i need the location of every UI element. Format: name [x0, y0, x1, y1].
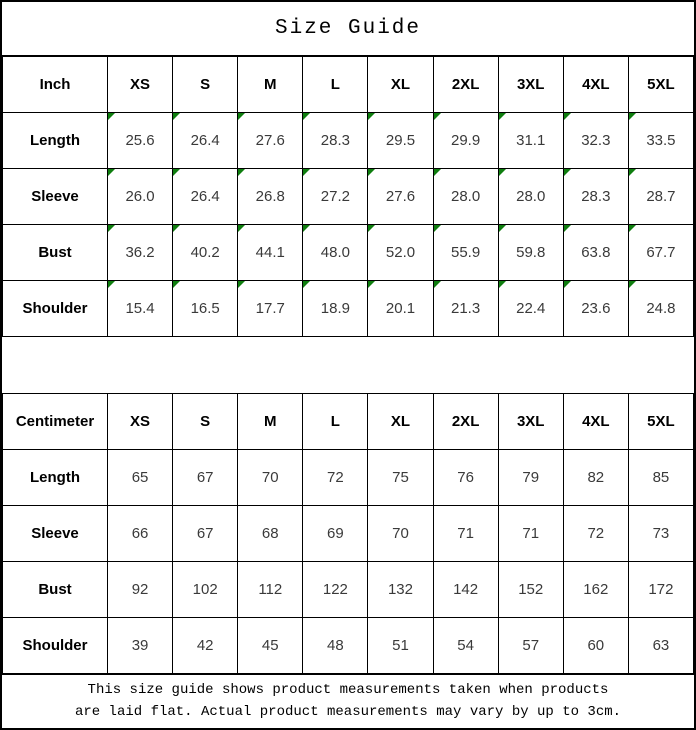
measurement-value-cell: [303, 225, 368, 281]
measurement-value: 39: [131, 637, 149, 654]
measurement-value-cell: [303, 450, 368, 506]
measurement-value: 68: [261, 525, 279, 542]
measurement-value: 132: [387, 581, 413, 598]
measurement-value-cell: [238, 450, 303, 506]
size-column-header: L: [303, 394, 368, 450]
measurement-value-cell: [238, 225, 303, 281]
measurement-value: 45: [261, 637, 279, 654]
cell-corner-marker-icon: [238, 281, 245, 288]
measurement-value-cell: [563, 113, 628, 169]
size-column-header: 2XL: [433, 394, 498, 450]
table-row: [3, 169, 694, 225]
measurement-value: 44.1: [255, 244, 285, 261]
table-row: [3, 225, 694, 281]
measurement-value-cell: [108, 506, 173, 562]
measurement-row-label: Bust: [3, 225, 108, 281]
measurement-value-cell: [303, 113, 368, 169]
measurement-value: 22.4: [516, 300, 546, 317]
measurement-value: 15.4: [125, 300, 155, 317]
measurement-value: 102: [192, 581, 218, 598]
cell-corner-marker-icon: [238, 169, 245, 176]
size-column-header: 3XL: [498, 57, 563, 113]
measurement-value-cell: [108, 450, 173, 506]
measurement-value-cell: [368, 562, 433, 618]
measurement-row-label: Sleeve: [3, 506, 108, 562]
measurement-value: 23.6: [581, 300, 611, 317]
unit-header-cell: Inch: [3, 57, 108, 113]
measurement-value: 26.0: [125, 188, 155, 205]
measurement-value-cell: [303, 506, 368, 562]
measurement-value: 71: [457, 525, 474, 542]
inch-size-table: [2, 56, 694, 337]
measurement-value-cell: [173, 506, 238, 562]
measurement-value: 42: [196, 637, 214, 654]
measurement-value-cell: [563, 169, 628, 225]
measurement-value: 48.0: [320, 244, 350, 261]
cell-corner-marker-icon: [173, 113, 180, 120]
measurement-value: 20.1: [385, 300, 416, 317]
measurement-value-cell: [563, 450, 628, 506]
measurement-value: 17.7: [255, 300, 285, 317]
measurement-value-cell: [498, 113, 563, 169]
measurement-value-cell: [628, 225, 693, 281]
measurement-value: 51: [392, 637, 409, 654]
measurement-value: 54: [457, 637, 474, 654]
cell-corner-marker-icon: [434, 281, 441, 288]
measurement-value-cell: [303, 281, 368, 337]
measurement-value-cell: [108, 225, 173, 281]
measurement-value: 18.9: [320, 300, 350, 317]
measurement-value-cell: [628, 169, 693, 225]
measurement-value: 92: [131, 581, 149, 598]
measurement-value-cell: [238, 169, 303, 225]
measurement-value: 26.4: [190, 188, 220, 205]
page-title: Size Guide: [2, 2, 694, 56]
measurement-value: 55.9: [451, 244, 481, 261]
measurement-value: 26.8: [255, 188, 285, 205]
measurement-value: 52.0: [385, 244, 416, 261]
measurement-value-cell: [173, 169, 238, 225]
measurement-value-cell: [498, 618, 563, 674]
measurement-value: 28.3: [320, 132, 350, 149]
cell-corner-marker-icon: [434, 169, 441, 176]
measurement-row-label: Shoulder: [3, 618, 108, 674]
measurement-value-cell: [108, 562, 173, 618]
size-column-header: XL: [368, 57, 433, 113]
measurement-value: 79: [522, 469, 540, 486]
measurement-value: 70: [392, 525, 409, 542]
measurement-row-label: Sleeve: [3, 169, 108, 225]
measurement-value-cell: [368, 450, 433, 506]
cell-corner-marker-icon: [173, 169, 180, 176]
measurement-value: 28.0: [451, 188, 481, 205]
measurement-value-cell: [238, 506, 303, 562]
size-column-header: 5XL: [628, 57, 693, 113]
size-column-header: 4XL: [563, 57, 628, 113]
measurement-value: 29.9: [451, 132, 481, 149]
size-column-header: M: [238, 57, 303, 113]
measurement-value-cell: [628, 506, 693, 562]
measurement-value-cell: [238, 618, 303, 674]
measurement-value: 26.4: [190, 132, 220, 149]
measurement-value: 27.2: [320, 188, 350, 205]
spacer-row: [2, 337, 694, 393]
cell-corner-marker-icon: [238, 225, 245, 232]
measurement-value: 73: [652, 525, 670, 542]
footer-note-line-1: This size guide shows product measurements taken when products: [87, 681, 609, 698]
measurement-value: 72: [587, 525, 605, 542]
cell-corner-marker-icon: [368, 169, 375, 176]
cell-corner-marker-icon: [303, 169, 310, 176]
measurement-value: 28.7: [646, 188, 676, 205]
measurement-value-cell: [108, 281, 173, 337]
measurement-value-cell: [628, 281, 693, 337]
centimeter-size-table: [2, 393, 694, 674]
measurement-value: 112: [258, 581, 283, 598]
measurement-value-cell: [433, 281, 498, 337]
measurement-value-cell: [433, 225, 498, 281]
measurement-value: 63.8: [581, 244, 611, 261]
measurement-value: 31.1: [516, 132, 546, 149]
measurement-value-cell: [238, 281, 303, 337]
measurement-value: 76: [457, 469, 474, 486]
measurement-value: 57: [522, 637, 540, 654]
size-column-header: L: [303, 57, 368, 113]
measurement-value-cell: [173, 562, 238, 618]
size-column-header: S: [173, 57, 238, 113]
cell-corner-marker-icon: [564, 281, 571, 288]
measurement-value: 63: [652, 637, 670, 654]
table-row: [3, 281, 694, 337]
cell-corner-marker-icon: [629, 169, 636, 176]
measurement-value-cell: [108, 618, 173, 674]
measurement-value: 28.0: [516, 188, 546, 205]
cell-corner-marker-icon: [108, 225, 115, 232]
measurement-value-cell: [173, 113, 238, 169]
cell-corner-marker-icon: [238, 113, 245, 120]
measurement-value: 33.5: [646, 132, 676, 149]
measurement-value: 162: [583, 581, 609, 598]
table-row: [3, 506, 694, 562]
measurement-value: 67: [196, 469, 214, 486]
measurement-value-cell: [368, 169, 433, 225]
size-column-header: XS: [108, 394, 173, 450]
measurement-value: 142: [453, 581, 479, 598]
cell-corner-marker-icon: [303, 113, 310, 120]
cell-corner-marker-icon: [564, 169, 571, 176]
measurement-value-cell: [498, 225, 563, 281]
measurement-value-cell: [368, 618, 433, 674]
measurement-value: 85: [652, 469, 670, 486]
measurement-value: 67: [196, 525, 214, 542]
measurement-value-cell: [433, 506, 498, 562]
measurement-value: 59.8: [516, 244, 546, 261]
cell-corner-marker-icon: [108, 169, 115, 176]
size-column-header: M: [238, 394, 303, 450]
measurement-value: 16.5: [190, 300, 220, 317]
cell-corner-marker-icon: [303, 281, 310, 288]
table-row: [3, 618, 694, 674]
cell-corner-marker-icon: [434, 225, 441, 232]
cell-corner-marker-icon: [368, 281, 375, 288]
measurement-value: 69: [327, 525, 344, 542]
measurement-value-cell: [498, 281, 563, 337]
cell-corner-marker-icon: [368, 225, 375, 232]
measurement-value-cell: [368, 113, 433, 169]
measurement-value: 67.7: [646, 244, 676, 261]
size-column-header: XS: [108, 57, 173, 113]
cell-corner-marker-icon: [303, 225, 310, 232]
measurement-value-cell: [238, 562, 303, 618]
measurement-value-cell: [563, 562, 628, 618]
measurement-value: 21.3: [451, 300, 481, 317]
measurement-value-cell: [303, 169, 368, 225]
measurement-value-cell: [303, 618, 368, 674]
table-row: [3, 562, 694, 618]
measurement-value: 72: [327, 469, 344, 486]
table-row: [3, 450, 694, 506]
cell-corner-marker-icon: [499, 225, 506, 232]
measurement-row-label: Shoulder: [3, 281, 108, 337]
size-column-header: 2XL: [433, 57, 498, 113]
cell-corner-marker-icon: [499, 281, 506, 288]
measurement-value: 27.6: [385, 188, 416, 205]
measurement-value: 152: [518, 581, 544, 598]
measurement-value: 36.2: [125, 244, 155, 261]
measurement-value: 122: [322, 581, 348, 598]
size-column-header: 4XL: [563, 394, 628, 450]
measurement-value-cell: [173, 618, 238, 674]
measurement-value: 82: [587, 469, 605, 486]
measurement-value-cell: [433, 450, 498, 506]
cell-corner-marker-icon: [173, 225, 180, 232]
measurement-value-cell: [628, 450, 693, 506]
measurement-value: 66: [131, 525, 149, 542]
cell-corner-marker-icon: [499, 113, 506, 120]
measurement-value: 32.3: [581, 132, 611, 149]
cell-corner-marker-icon: [368, 113, 375, 120]
measurement-row-label: Length: [3, 113, 108, 169]
measurement-value: 172: [648, 581, 674, 598]
measurement-value-cell: [628, 618, 693, 674]
cell-corner-marker-icon: [564, 225, 571, 232]
measurement-value-cell: [498, 169, 563, 225]
measurement-value-cell: [563, 618, 628, 674]
measurement-value-cell: [433, 562, 498, 618]
measurement-value: 60: [587, 637, 605, 654]
measurement-value: 25.6: [125, 132, 155, 149]
measurement-value-cell: [563, 281, 628, 337]
measurement-value-cell: [628, 113, 693, 169]
size-column-header: 5XL: [628, 394, 693, 450]
measurement-value-cell: [498, 562, 563, 618]
measurement-value: 65: [131, 469, 149, 486]
size-column-header: S: [173, 394, 238, 450]
cell-corner-marker-icon: [108, 281, 115, 288]
cell-corner-marker-icon: [108, 113, 115, 120]
cell-corner-marker-icon: [629, 225, 636, 232]
measurement-value-cell: [173, 225, 238, 281]
table-row: [3, 113, 694, 169]
measurement-value: 29.5: [385, 132, 416, 149]
measurement-value-cell: [303, 562, 368, 618]
measurement-value-cell: [433, 618, 498, 674]
header-row: [3, 57, 694, 113]
size-column-header: XL: [368, 394, 433, 450]
measurement-value-cell: [563, 506, 628, 562]
measurement-value-cell: [628, 562, 693, 618]
measurement-value-cell: [368, 225, 433, 281]
measurement-value-cell: [238, 113, 303, 169]
size-column-header: 3XL: [498, 394, 563, 450]
measurement-value: 75: [392, 469, 409, 486]
measurement-value-cell: [433, 169, 498, 225]
unit-header-cell: Centimeter: [3, 394, 108, 450]
measurement-row-label: Bust: [3, 562, 108, 618]
measurement-value-cell: [498, 450, 563, 506]
measurement-value-cell: [173, 450, 238, 506]
footer-note: [2, 674, 694, 728]
measurement-value: 27.6: [255, 132, 285, 149]
footer-note-line-2: are laid flat. Actual product measurements may vary by up to 3cm.: [74, 703, 622, 720]
header-row: [3, 394, 694, 450]
measurement-value: 40.2: [190, 244, 220, 261]
measurement-value: 48: [327, 637, 344, 654]
measurement-value-cell: [368, 281, 433, 337]
measurement-value-cell: [108, 113, 173, 169]
cell-corner-marker-icon: [564, 113, 571, 120]
cell-corner-marker-icon: [434, 113, 441, 120]
measurement-value-cell: [498, 506, 563, 562]
cell-corner-marker-icon: [499, 169, 506, 176]
measurement-value-cell: [108, 169, 173, 225]
cell-corner-marker-icon: [629, 113, 636, 120]
measurement-value: 71: [522, 525, 540, 542]
measurement-row-label: Length: [3, 450, 108, 506]
measurement-value-cell: [368, 506, 433, 562]
measurement-value-cell: [433, 113, 498, 169]
measurement-value: 28.3: [581, 188, 611, 205]
measurement-value-cell: [563, 225, 628, 281]
measurement-value-cell: [173, 281, 238, 337]
cell-corner-marker-icon: [173, 281, 180, 288]
measurement-value: 70: [261, 469, 279, 486]
cell-corner-marker-icon: [629, 281, 636, 288]
measurement-value: 24.8: [646, 300, 676, 317]
